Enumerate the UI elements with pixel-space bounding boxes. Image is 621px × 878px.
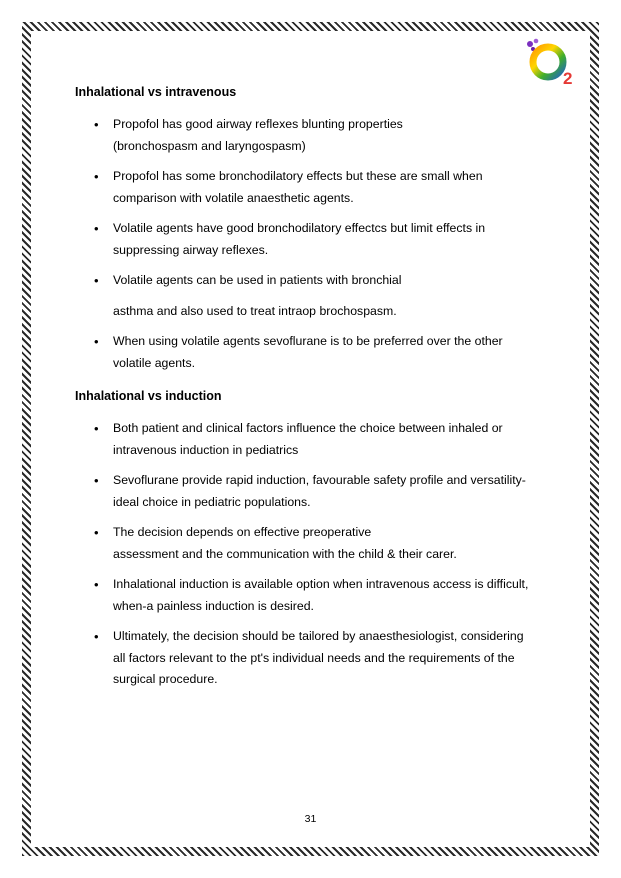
list-item: • Propofol has some bronchodilatory effects but these are small when comparison with volatile anaesthetic agents.	[75, 166, 547, 209]
bullet-list-intravenous	[75, 114, 547, 374]
list-item: • Volatile agents have good bronchodilatory effectcs but limit effects in suppressing airway reflexes.	[75, 218, 547, 261]
o2-logo-icon	[524, 38, 578, 88]
document-body	[75, 84, 547, 700]
bullet-list-induction	[75, 418, 547, 691]
list-item: • Ultimately, the decision should be tailored by anaesthesiologist, considering all factors relevant to the pt's individual needs and the requirements of the surgical procedure.	[75, 626, 547, 691]
list-item: • The decision depends on effective preoperative assessment and the communication with the child & their carer.	[75, 522, 547, 565]
list-item: • Inhalational induction is available option when intravenous access is difficult, when-a painless induction is desired.	[75, 574, 547, 617]
list-item: • Propofol has good airway reflexes blunting properties (bronchospasm and laryngospasm)	[75, 114, 547, 157]
section-title-induction: Inhalational vs induction	[75, 389, 222, 403]
section-title-intravenous: Inhalational vs intravenous	[75, 85, 237, 99]
list-item: • When using volatile agents sevoflurane is to be preferred over the other volatile agents.	[75, 331, 547, 374]
logo-subscript: 2	[563, 69, 573, 88]
list-item: • Sevoflurane provide rapid induction, favourable safety profile and versatility- ideal choice in pediatric populations.	[75, 470, 547, 513]
list-item: • Volatile agents can be used in patients with bronchial asthma and also used to treat intraop brochospasm.	[75, 270, 547, 322]
page-number: 31	[304, 813, 317, 825]
list-item: • Both patient and clinical factors influence the choice between inhaled or intravenous induction in pediatrics	[75, 418, 547, 461]
